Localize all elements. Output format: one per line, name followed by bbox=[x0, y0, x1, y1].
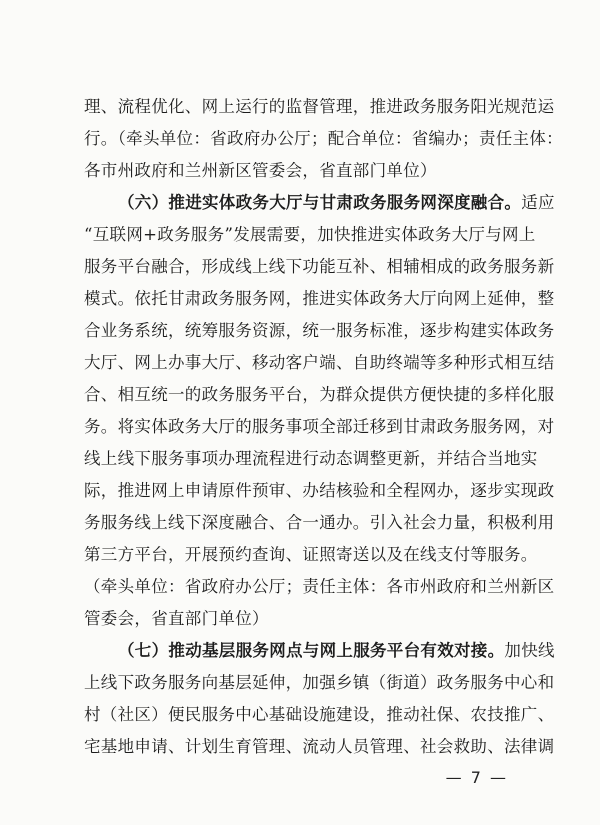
section-six-line: 大厅、网上办事大厅、移动客户端、自助终端等多种形式相互结 bbox=[84, 353, 555, 372]
paragraph-line: 各市州政府和兰州新区管委会，省直部门单位） bbox=[84, 161, 437, 180]
section-seven-first-line bbox=[118, 641, 555, 661]
section-seven-line: 上线下政务服务向基层延伸，加强乡镇（街道）政务服务中心和 bbox=[84, 673, 555, 692]
paragraph-line: 理、流程优化、网上运行的监督管理，推进政务服务阳光规范运 bbox=[84, 97, 555, 116]
section-six-line: 线上线下服务事项办理流程进行动态调整更新，并结合当地实 bbox=[84, 449, 538, 468]
section-six-line: 服务平台融合，形成线上线下功能互补、相辅相成的政务服务新 bbox=[84, 257, 555, 276]
section-six-line: 务。将实体政务大厅的服务事项全部迁移到甘肃政务服务网，对 bbox=[84, 417, 555, 436]
section-six-line: 务服务线上线下深度融合、合一通办。引入社会力量，积极利用 bbox=[84, 513, 555, 532]
section-six-line: （牵头单位：省政府办公厅；责任主体：各市州政府和兰州新区 bbox=[84, 577, 555, 596]
section-seven-first-line-tail: 加快线 bbox=[504, 641, 555, 660]
section-six-heading: （六）推进实体政务大厅与甘肃政务服务网深度融合。 bbox=[118, 193, 522, 212]
section-six-line: “互联网+政务服务”发展需要，加快推进实体政务大厅与网上 bbox=[84, 225, 536, 244]
section-seven-line: 村（社区）便民服务中心基础设施建设，推动社保、农技推广、 bbox=[84, 705, 555, 724]
section-six-line: 第三方平台，开展预约查询、证照寄送以及在线支付等服务。 bbox=[84, 545, 538, 564]
section-six-line: 模式。依托甘肃政务服务网，推进实体政务大厅向网上延伸，整 bbox=[84, 289, 555, 308]
section-six-line: 合业务系统，统筹服务资源，统一服务标准，逐步构建实体政务 bbox=[84, 321, 555, 340]
section-seven-heading: （七）推动基层服务网点与网上服务平台有效对接。 bbox=[118, 641, 505, 660]
section-six-first-line-tail: 适应 bbox=[521, 193, 555, 212]
page-number: — 7 — bbox=[445, 768, 508, 787]
section-six-line: 管委会，省直部门单位） bbox=[84, 609, 269, 628]
section-seven-line: 宅基地申请、计划生育管理、流动人员管理、社会救助、法律调 bbox=[84, 737, 555, 756]
section-six-first-line bbox=[118, 193, 555, 213]
section-six-line: 合、相互统一的政务服务平台，为群众提供方便快捷的多样化服 bbox=[84, 385, 555, 404]
paragraph-line: 行。（牵头单位：省政府办公厅；配合单位：省编办；责任主体： bbox=[84, 129, 563, 148]
section-six-line: 际，推进网上申请原件预审、办结核验和全程网办，逐步实现政 bbox=[84, 481, 555, 500]
